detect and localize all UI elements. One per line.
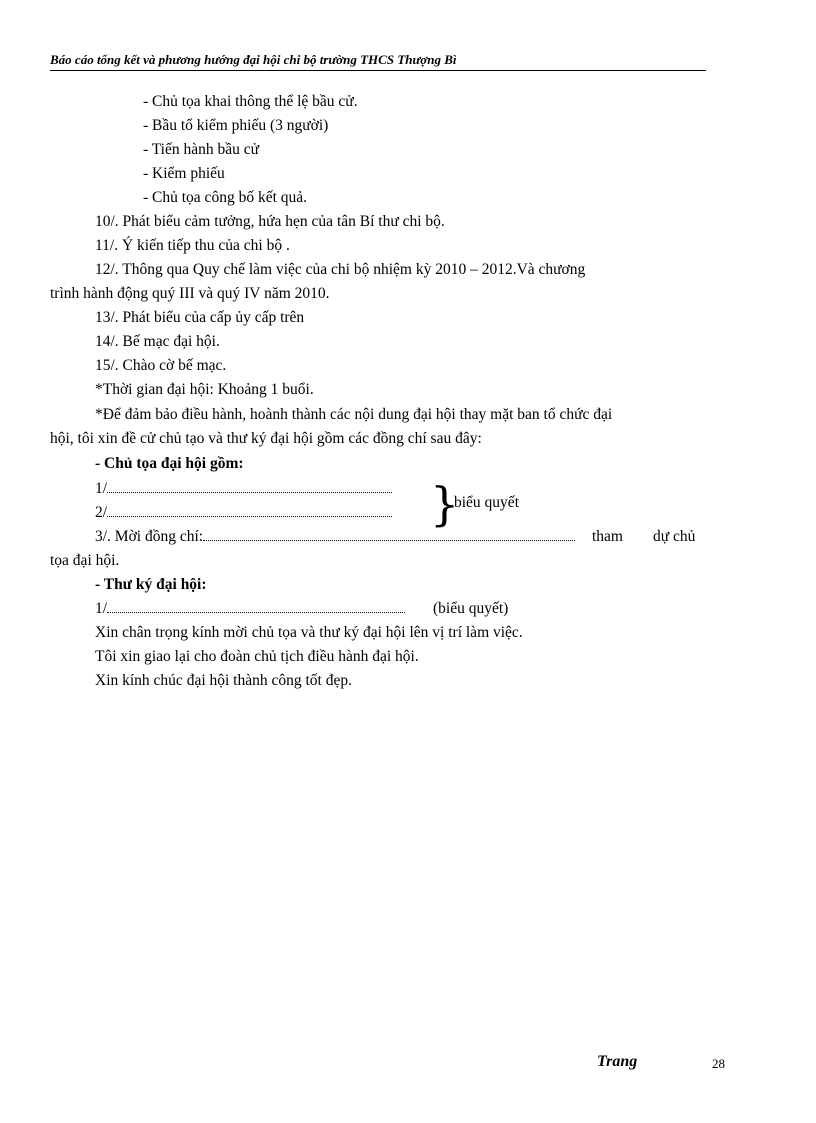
- chutoa-heading: - Chủ tọa đại hội gồm:: [95, 455, 244, 472]
- closing-line: Tôi xin giao lại cho đoàn chủ tịch điều hành đại hội.: [95, 648, 419, 665]
- agenda-line: - Chủ tọa khai thông thể lệ bầu cử.: [143, 93, 358, 110]
- fill-in-blank: [203, 528, 575, 541]
- footer-page-number: 28: [712, 1056, 725, 1071]
- item-number: 1/: [95, 480, 108, 497]
- agenda-line: 11/. Ý kiến tiếp thu của chi bộ .: [95, 237, 290, 254]
- agenda-line: 13/. Phát biểu của cấp ủy cấp trên: [95, 309, 305, 326]
- footer-page-label: Trang: [597, 1053, 638, 1070]
- page-header: Báo cáo tổng kết và phương hướng đại hội chi bộ trường THCS Thượng Bì: [50, 52, 706, 71]
- agenda-line: 15/. Chào cờ bế mạc.: [95, 357, 227, 374]
- fill-in-blank: [107, 480, 392, 493]
- info-line: *Để đảm bảo điều hành, hoành thành các nội dung đại hội thay mặt ban tổ chức đại: [95, 406, 613, 423]
- closing-line: Xin kính chúc đại hội thành công tốt đẹp.: [95, 672, 352, 689]
- agenda-line: 12/. Thông qua Quy chế làm việc của chi bộ nhiệm kỳ 2010 – 2012.Và chương: [95, 261, 586, 278]
- vote-label: (biểu quyết): [433, 600, 509, 617]
- item-3-continuation: tọa đại hội.: [50, 552, 120, 569]
- item-3-du-chu: dự chủ: [653, 528, 696, 545]
- agenda-line: - Bầu tổ kiểm phiếu (3 người): [143, 117, 329, 134]
- fill-in-blank: [107, 600, 405, 613]
- info-line: hội, tôi xin đề cử chủ tạo và thư ký đại hội gồm các đồng chí sau đây:: [50, 430, 482, 447]
- info-line: *Thời gian đại hội: Khoảng 1 buổi.: [95, 381, 314, 398]
- item-3-tham: tham: [592, 528, 623, 545]
- chutoa-item-3: [95, 527, 575, 547]
- thuky-item-1: [95, 599, 405, 619]
- chutoa-item-2: [95, 503, 392, 523]
- thuky-heading: - Thư ký đại hội:: [95, 576, 207, 593]
- fill-in-blank: [107, 504, 392, 517]
- agenda-line: - Kiểm phiếu: [143, 165, 225, 182]
- closing-line: Xin chân trọng kính mời chủ tọa và thư ký đại hội lên vị trí làm việc.: [95, 624, 523, 641]
- agenda-line: - Chủ tọa công bố kết quả.: [143, 189, 308, 206]
- item-number: 1/: [95, 600, 108, 617]
- vote-label: biểu quyết: [454, 494, 519, 511]
- item-label: 3/. Mời đồng chí:: [95, 528, 204, 545]
- agenda-line: 14/. Bế mạc đại hội.: [95, 333, 220, 350]
- agenda-line: - Tiến hành bầu cử: [143, 141, 260, 158]
- chutoa-item-1: [95, 479, 392, 499]
- agenda-line: 10/. Phát biểu cảm tưởng, hứa hẹn của tân Bí thư chi bộ.: [95, 213, 445, 230]
- agenda-line: trình hành động quý III và quý IV năm 2010.: [50, 285, 330, 302]
- brace-icon: }: [430, 477, 460, 531]
- item-number: 2/: [95, 504, 108, 521]
